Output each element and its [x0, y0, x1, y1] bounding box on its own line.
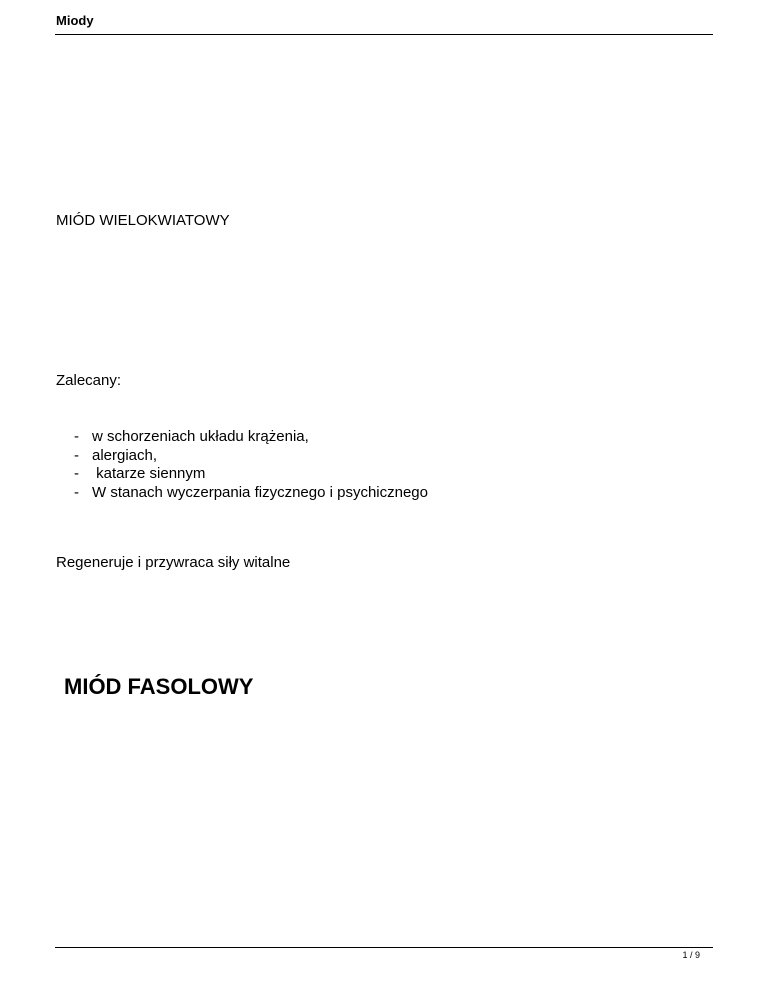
list-item — [74, 484, 428, 503]
footer-divider — [55, 947, 713, 948]
section-title-multifloral-honey: MIÓD WIELOKWIATOWY — [56, 212, 230, 229]
list-item — [74, 428, 428, 447]
list-dash: - — [74, 465, 79, 482]
recommended-label: Zalecany: — [56, 372, 122, 389]
list-dash: - — [74, 483, 79, 501]
indication-list — [74, 428, 428, 502]
list-dash: - — [74, 446, 79, 464]
list-item-text: W stanach wyczerpania fizycznego i psychicznego — [92, 483, 428, 501]
page-header-title: Miody — [56, 13, 94, 28]
list-dash: - — [74, 428, 79, 445]
header-divider — [55, 34, 713, 35]
list-item-text: w schorzeniach układu krążenia, — [92, 428, 309, 445]
list-item-text: katarze siennym — [92, 465, 206, 482]
list-item — [74, 465, 428, 484]
list-item — [74, 447, 428, 466]
page-number: 1 / 9 — [682, 950, 700, 960]
section-title-bean-honey: MIÓD FASOLOWY — [64, 674, 254, 699]
benefit-text: Regeneruje i przywraca siły witalne — [56, 554, 291, 571]
list-item-text: alergiach, — [92, 446, 158, 464]
